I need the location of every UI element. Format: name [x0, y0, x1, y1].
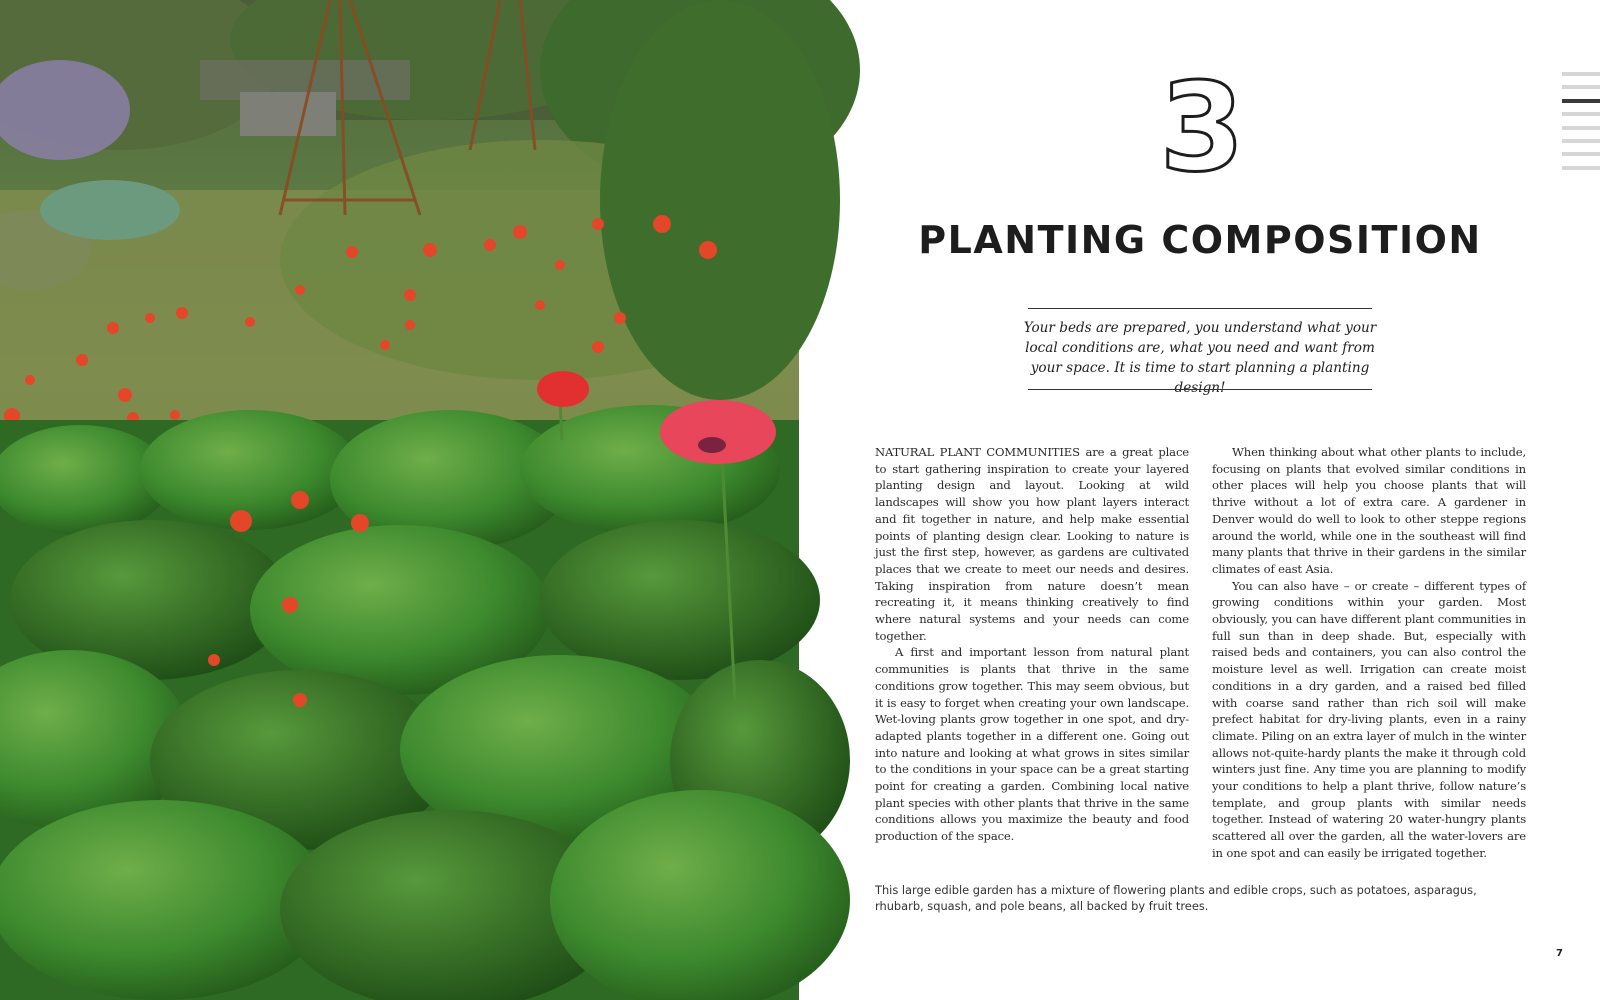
body-column-right	[1212, 444, 1526, 862]
chapter-tab	[1562, 152, 1600, 156]
chapter-tabs	[1562, 72, 1600, 179]
body-paragraph: You can also have – or create – different types of growing conditions within your garden. Most obviously, you can have different plant communities in full sun than in deep shade. But, especially with raised beds and containers, you can also control the moisture level as well. Irrigation can create moist conditions in a dry garden, and a raised bed filled with coarse sand rather than rich soil will make prefect habitat for dry-living plants, even in a rainy climate. Piling on an extra layer of mulch in the winter allows not-quite-hardy plants the make it through cold winters just fine. Any time you are planning to modify your conditions to help a plant thrive, follow nature’s template, and group plants with similar needs together. Instead of watering 20 water-hungry plants scattered all over the garden, all the water-lovers are in one spot and can easily be irrigated together.	[1212, 578, 1526, 860]
chapter-tab	[1562, 85, 1600, 89]
chapter-number-text: 3	[1159, 57, 1245, 199]
intro-rule-top	[1028, 308, 1372, 309]
garden-photo	[0, 0, 799, 1000]
body-paragraph: A first and important lesson from natural plant communities is plants that thrive in the same conditions grow together. This may seem obvious, but it is easy to forget when creating your own landscape. Wet-loving plants grow together in one spot, and dry-adapted plants together in a different one. Going out into nature and looking at what grows in sites similar to the conditions in your space can be a great starting point for creating a garden. Combining local native plant species with other plants that thrive in the same conditions allows you maximize the beauty and food production of the space.	[875, 645, 1189, 844]
garden-photo-illustration	[0, 0, 799, 1000]
photo-caption: This large edible garden has a mixture of flowering plants and edible crops, such as potatoes, asparagus, rhubarb, squash, and pole beans, all backed by fruit trees.	[875, 883, 1477, 913]
body-column-left	[875, 444, 1189, 845]
chapter-tab	[1562, 72, 1600, 76]
chapter-tab	[1562, 112, 1600, 116]
body-paragraph: When thinking about what other plants to include, focusing on plants that evolved similar conditions in other places will help you choose plants that will thrive without a lot of extra care. A gardener in Denver would do well to look to other steppe regions around the world, while one in the southeast will find many plants that thrive in their gardens in the similar climates of east Asia.	[1212, 445, 1526, 576]
body-paragraph: NATURAL PLANT COMMUNITIES are a great place to start gathering inspiration to create your layered planting design and layout. Looking at wild landscapes will show you how plant layers interact and fit together in nature, and help make essential points of planting design clear. Looking to nature is just the first step, however, as gardens are cultivated places that we create to meet our needs and desires. Taking inspiration from nature doesn’t mean recreating it, it means thinking creatively to find where natural systems and your needs can come together.	[875, 445, 1189, 643]
chapter-tab	[1562, 99, 1600, 103]
chapter-number	[1159, 57, 1245, 199]
intro-rule-bottom	[1028, 389, 1372, 390]
chapter-tab	[1562, 166, 1600, 170]
page-number: 7	[1556, 948, 1563, 959]
chapter-tab	[1562, 139, 1600, 143]
chapter-intro: Your beds are prepared, you understand what your local conditions are, what you need and want from your space. It is time to start planning a planting design!	[1023, 320, 1377, 396]
chapter-title: PLANTING COMPOSITION	[918, 218, 1482, 262]
chapter-tab	[1562, 126, 1600, 130]
